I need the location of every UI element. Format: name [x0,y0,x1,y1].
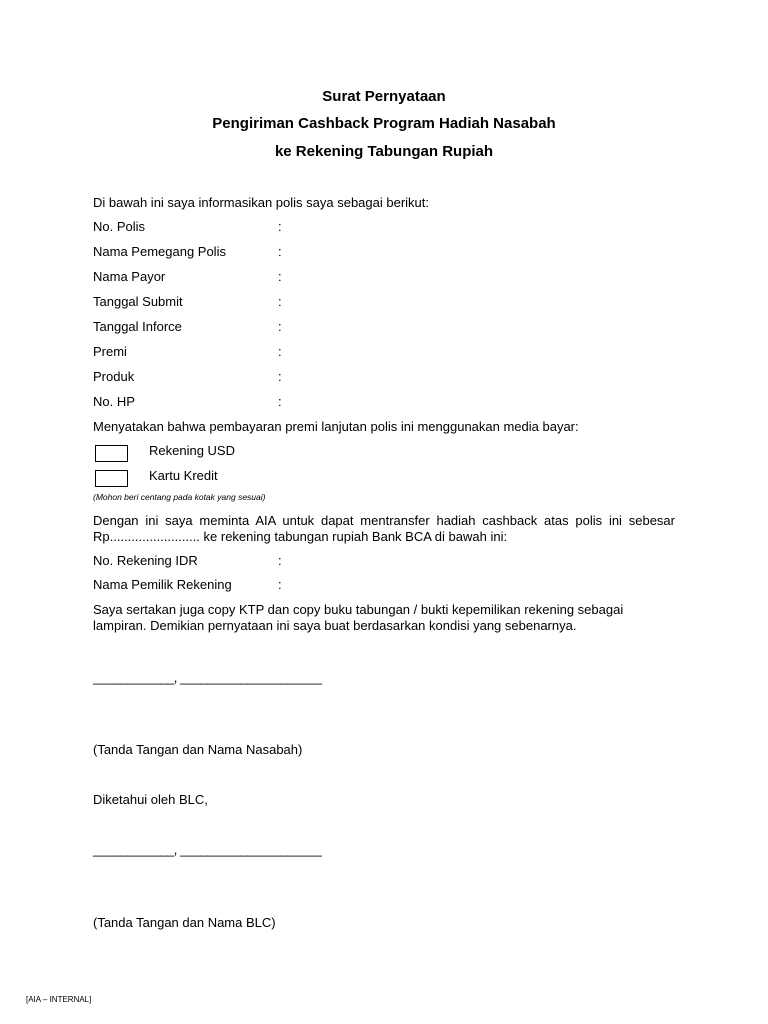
classification-footer: [AIA – INTERNAL] [26,995,92,1004]
field-separator: : [278,244,282,259]
attachment-paragraph: Saya sertakan juga copy KTP dan copy buku tabungan / bukti kepemilikan rekening sebagai lampiran. Demikian pernyataan ini saya buat berdasarkan kondisi yang sebenarnya. [93,602,624,633]
field-separator: : [278,369,282,384]
field-separator: : [278,319,282,334]
field-separator: : [278,269,282,284]
field-label-idr-account-number: No. Rekening IDR [93,553,198,568]
title-line-1: Surat Pernyataan [322,88,446,105]
place-date-line-customer: ____________, _____________________ [93,670,322,685]
field-label-account-owner-name: Nama Pemilik Rekening [93,577,232,592]
checkbox-instruction-note: (Mohon beri centang pada kotak yang sesuai) [93,492,266,502]
field-label-product: Produk [93,369,135,384]
option-label-usd-account: Rekening USD [149,443,235,458]
blc-signature-caption: (Tanda Tangan dan Nama BLC) [93,915,276,930]
field-label-policy-holder: Nama Pemegang Polis [93,244,226,259]
payment-statement-text: Menyatakan bahwa pembayaran premi lanjutan polis ini menggunakan media bayar: [93,419,579,434]
field-label-premium: Premi [93,344,127,359]
acknowledged-by-text: Diketahui oleh BLC, [93,792,208,807]
title-line-2: Pengiriman Cashback Program Hadiah Nasabah [212,115,556,132]
field-label-submit-date: Tanggal Submit [93,294,183,309]
field-label-policy-number: No. Polis [93,219,146,234]
field-separator: : [278,219,282,234]
checkbox-usd-account[interactable] [95,445,128,462]
title-line-3: ke Rekening Tabungan Rupiah [274,143,494,160]
place-date-line-blc: ____________, _____________________ [93,842,322,857]
field-separator: : [278,577,282,592]
field-separator: : [278,344,282,359]
field-separator: : [278,294,282,309]
field-label-payor: Nama Payor [93,269,166,284]
field-label-inforce-date: Tanggal Inforce [93,319,182,334]
checkbox-credit-card[interactable] [95,470,128,487]
field-separator: : [278,553,282,568]
customer-signature-caption: (Tanda Tangan dan Nama Nasabah) [93,742,303,757]
field-label-phone: No. HP [93,394,135,409]
field-separator: : [278,394,282,409]
intro-text: Di bawah ini saya informasikan polis saya sebagai berikut: [93,195,430,210]
request-paragraph: Dengan ini saya meminta AIA untuk dapat mentransfer hadiah cashback atas polis ini sebesar Rp......................... ke rekening tabungan rupiah Bank BCA di bawah ini: [93,513,675,544]
option-label-credit-card: Kartu Kredit [149,468,218,483]
